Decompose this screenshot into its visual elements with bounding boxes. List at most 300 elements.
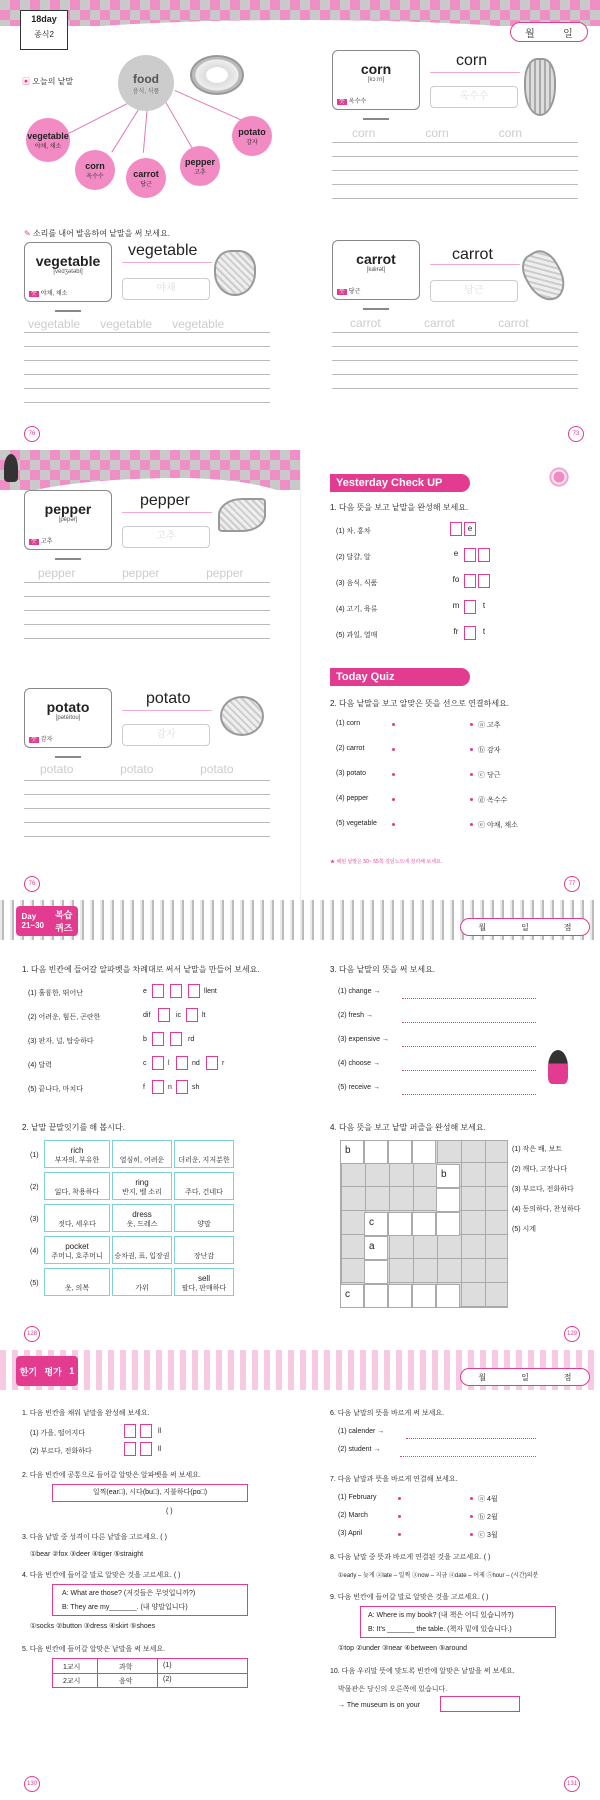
review-label	[55, 908, 72, 934]
day-field: 일	[521, 1372, 529, 1382]
meaning-tag: 뜻	[31, 291, 37, 297]
match-dot[interactable]	[398, 1497, 401, 1500]
table-cell[interactable]: (2)	[163, 1676, 172, 1683]
badge-number: 1	[69, 1366, 75, 1376]
letter-box[interactable]: e	[464, 522, 476, 536]
letter-box[interactable]	[176, 1080, 188, 1094]
letter-box[interactable]	[170, 984, 182, 998]
letter-box[interactable]	[478, 548, 490, 562]
chain-cell[interactable]	[44, 1268, 110, 1296]
match-dot[interactable]	[398, 1533, 401, 1536]
trace-word: carrot	[498, 316, 529, 330]
q4-options[interactable]: ①socks ②button ③dress ④skirt ⑤shoes	[30, 1623, 156, 1630]
cell-meaning: 주다, 건네다	[185, 1189, 223, 1196]
chain-cell[interactable]	[174, 1204, 234, 1232]
letter-box[interactable]	[464, 626, 476, 640]
bubble-meaning: 당근	[140, 181, 152, 188]
letter-box[interactable]	[152, 1032, 164, 1046]
q1-item: (5) 과일, 열매	[336, 632, 378, 639]
page-number: 128	[24, 1326, 40, 1342]
answer-paren[interactable]: ( )	[166, 1508, 173, 1515]
question-8: 8. 다음 낱말 중 뜻과 바르게 연결된 것을 고르세요. ( )	[330, 1554, 491, 1561]
q8-options[interactable]: ①early – 늦게 ②late – 일찍 ③now – 지금 ④date – 어제 ⑤hour – (시간)의분	[338, 1573, 539, 1579]
letter-box[interactable]	[478, 522, 490, 536]
bubble-meaning: 고추	[194, 169, 206, 176]
question-1: 1. 다음 빈칸을 채워 낱말을 완성해 보세요.	[22, 1410, 150, 1417]
crossword-cell[interactable]	[364, 1284, 388, 1308]
word-fragment: ll	[158, 1428, 162, 1435]
table-cell: 음악	[119, 1678, 133, 1685]
chain-cell[interactable]	[44, 1140, 110, 1168]
table-cell: 1교시	[63, 1664, 81, 1671]
letter-box[interactable]	[206, 1056, 218, 1070]
connector	[164, 100, 192, 148]
match-dot[interactable]	[392, 748, 395, 751]
center-word: food	[133, 71, 159, 86]
trace-word: corn	[425, 126, 449, 140]
q1-item: (1) 가을, 떨어지다	[30, 1430, 85, 1437]
big-word: potato	[146, 690, 191, 707]
bubble-word: pepper	[184, 156, 215, 167]
test-badge	[16, 1356, 78, 1386]
page-fold	[300, 450, 301, 900]
hint-box: 일찍(ear□), 시다(bu□), 지불하다(po□)	[52, 1484, 248, 1502]
cell-word: pocket	[65, 1242, 89, 1251]
word-card-corn	[332, 50, 420, 110]
question-10: 10. 다음 우리말 뜻에 맞도록 빈칸에 알맞은 낱말을 써 보세요.	[330, 1668, 515, 1675]
crossword-cell[interactable]	[388, 1212, 412, 1236]
match-dot[interactable]	[470, 1533, 473, 1536]
writing-line	[24, 582, 270, 583]
today-quiz-banner: Today Quiz	[330, 668, 470, 686]
letter-box[interactable]	[188, 984, 200, 998]
match-right: ⓒ 당근	[478, 772, 501, 779]
match-dot[interactable]	[470, 748, 473, 751]
card-phonetic: [kɔːrn]	[367, 77, 385, 83]
writing-line	[24, 624, 270, 625]
letter-box[interactable]	[140, 1442, 152, 1456]
match-dot[interactable]	[392, 823, 395, 826]
question-4: 4. 다음 뜻을 보고 낱말 퍼즐을 완성해 보세요.	[330, 1123, 486, 1132]
crossword-letter: b	[441, 1169, 447, 1180]
trace-word: pepper	[122, 566, 160, 580]
word-fragment: dif	[143, 1012, 151, 1019]
letter-box[interactable]	[140, 1424, 152, 1438]
word-fragment: r	[222, 1060, 225, 1067]
trace-row	[38, 566, 244, 580]
day-word: Day	[21, 912, 37, 921]
cell-meaning: 주머니, 호주머니	[51, 1253, 103, 1260]
page-number: 77	[564, 876, 580, 892]
meaning-tag: 뜻	[339, 289, 345, 295]
letter-box[interactable]	[152, 1080, 164, 1094]
month-label: 월	[478, 922, 487, 932]
letter-box[interactable]	[152, 984, 164, 998]
today-words-text: 오늘의 낱말	[32, 77, 74, 86]
cell-word: rich	[70, 1146, 84, 1155]
pepper-image	[218, 498, 266, 532]
word-fragment: l	[168, 1060, 170, 1067]
trace-word: carrot	[424, 316, 455, 330]
q1-item: (1) 훌륭한, 뛰어난	[28, 990, 83, 997]
table-divider	[157, 1659, 158, 1687]
connector	[175, 90, 243, 121]
cell-meaning: 가위	[135, 1285, 149, 1292]
match-dot[interactable]	[470, 823, 473, 826]
bubble-word: carrot	[133, 168, 159, 179]
cell-word: sell	[197, 1274, 210, 1283]
letter-box[interactable]	[478, 574, 490, 588]
letter-box[interactable]: e	[450, 548, 462, 562]
writing-line	[24, 794, 270, 795]
dialog-line-a: A: Where is my book? (내 책은 어디 있습니까?)	[368, 1612, 514, 1619]
q1-item: (3) 판자, 널, 탑승하다	[28, 1038, 94, 1045]
crossword-cell[interactable]	[436, 1212, 460, 1236]
day-field: 일	[563, 28, 573, 40]
answer-line[interactable]	[402, 998, 536, 999]
crossword-cell[interactable]	[340, 1284, 364, 1308]
q3-item: (2) fresh →	[338, 1012, 374, 1019]
day-field: 일	[521, 922, 529, 932]
month-label: 월	[478, 1372, 487, 1382]
question-2: 2. 낱말 끝말잇기를 해 봅시다.	[22, 1123, 125, 1132]
letter-box[interactable]	[186, 1008, 198, 1022]
letter-box[interactable]	[158, 1008, 170, 1022]
answer-line[interactable]	[402, 1094, 536, 1095]
cell-meaning: 팔다, 판매하다	[181, 1285, 227, 1292]
footnote: ★ 해된 낱말은 50~ 55쪽 깊임노트에 정리해 보세요.	[330, 859, 443, 865]
card-word: potato	[46, 699, 90, 715]
writing-line	[24, 332, 270, 333]
match-left: (3) April	[338, 1530, 363, 1537]
day-badge	[20, 10, 68, 50]
match-dot[interactable]	[398, 1515, 401, 1518]
crossword-cell[interactable]	[436, 1188, 460, 1212]
trace-word: potato	[200, 762, 234, 776]
match-dot[interactable]	[392, 773, 395, 776]
trace-word: corn	[498, 126, 523, 140]
page-number: 129	[564, 1326, 580, 1342]
match-dot[interactable]	[392, 798, 395, 801]
writing-line	[332, 170, 578, 171]
crossword-letter: b	[345, 1145, 351, 1156]
day-sub: 종식2	[34, 30, 54, 39]
crossword-cell[interactable]	[364, 1260, 388, 1284]
letter-box[interactable]	[464, 600, 476, 614]
chain-cell[interactable]	[112, 1140, 172, 1168]
meaning-tag: 뜻	[31, 539, 37, 545]
big-word: carrot	[452, 246, 493, 263]
dialog-line-b: B: They are my_______. (내 양말입니다)	[62, 1604, 188, 1611]
card-stand	[363, 110, 389, 120]
bubble-carrot	[126, 158, 166, 198]
crossword-cell[interactable]	[436, 1164, 460, 1188]
bubble-meaning: 야채, 채소	[34, 143, 62, 150]
word-fragment: rd	[188, 1036, 195, 1043]
trace-row	[28, 317, 224, 331]
word-fragment: sh	[192, 1084, 200, 1091]
center-meaning: 음식, 식품	[132, 88, 160, 95]
crossword-cell[interactable]	[388, 1140, 412, 1164]
date-score-box	[460, 1368, 590, 1386]
day-label: 18day	[31, 14, 57, 24]
pencil-icon: ✎	[24, 229, 33, 238]
letter-box[interactable]	[170, 1032, 182, 1046]
q1-item: (1) 차, 홍차	[336, 528, 371, 535]
q3-item: (4) choose →	[338, 1060, 381, 1067]
question-7: 7. 다음 낱말과 뜻을 바르게 연결해 보세요.	[330, 1476, 458, 1483]
dialog-line-a: A: What are those? (저것들은 무엇입니까?)	[62, 1590, 196, 1597]
korean-trace: 감자	[122, 724, 210, 746]
bubble-word: corn	[85, 160, 105, 171]
match-left: (4) pepper	[336, 795, 369, 802]
writing-line	[332, 374, 578, 375]
match-right: ⓑ 감자	[478, 747, 501, 754]
trace-word: potato	[120, 762, 154, 776]
q6-item: (2) student →	[338, 1446, 381, 1453]
trace-word: pepper	[38, 566, 76, 580]
big-word: vegetable	[128, 242, 198, 259]
answer-line[interactable]	[400, 1456, 536, 1457]
bubble-potato	[232, 116, 272, 156]
korean-trace: 옥수수	[430, 86, 518, 108]
card-meaning	[29, 734, 52, 743]
bubble-meaning: 옥수수	[86, 173, 104, 180]
match-right: ⓑ 2월	[478, 1514, 498, 1521]
letter-box[interactable]: fr	[450, 626, 462, 640]
q3-item: (5) receive →	[338, 1084, 381, 1091]
word-fragment: b	[143, 1036, 147, 1043]
card-meaning-text: 감자	[40, 737, 53, 743]
match-dot[interactable]	[470, 723, 473, 726]
writing-line	[24, 360, 270, 361]
trace-word: vegetable	[172, 317, 225, 331]
date-box	[510, 22, 588, 42]
writing-line	[24, 388, 270, 389]
writing-line	[24, 402, 270, 403]
word-fragment: lt	[202, 1012, 206, 1019]
page-spread-3	[0, 900, 600, 1350]
table-cell[interactable]: (1)	[163, 1662, 172, 1669]
writing-line	[332, 388, 578, 389]
word-fragment: c	[143, 1060, 147, 1067]
table-cell: 2교시	[63, 1678, 81, 1685]
trace-row	[350, 316, 529, 330]
question-1: 1. 다음 빈칸에 들어갈 알파벳을 차례대로 써서 낱말을 만들어 보세요.	[22, 965, 260, 974]
chain-cell[interactable]	[44, 1204, 110, 1232]
cell-meaning: 반지, 벨 소리	[122, 1189, 162, 1196]
question-5: 5. 다음 빈칸에 들어갈 알맞은 낱말을 써 보세요.	[22, 1646, 166, 1653]
letter-box[interactable]: m	[450, 600, 462, 614]
day-range	[22, 912, 44, 930]
match-right: ⓐ 4월	[478, 1496, 498, 1503]
bubble-pepper	[180, 146, 220, 186]
page-spread-4	[0, 1350, 600, 1800]
chain-row-number: (4)	[30, 1248, 39, 1255]
cell-meaning: 장난감	[193, 1253, 215, 1260]
crossword-cell[interactable]	[364, 1212, 388, 1236]
crossword-clue: (1) 작은 배, 보트	[512, 1146, 563, 1153]
table-cell: 과학	[119, 1664, 133, 1671]
crossword-cell[interactable]	[388, 1284, 412, 1308]
cell-meaning: 잃다, 착용하다	[54, 1189, 100, 1196]
range-text: 21~30	[21, 921, 44, 930]
meaning-tag: 뜻	[31, 737, 37, 743]
chain-cell[interactable]	[112, 1268, 172, 1296]
q3-options[interactable]: ①bear ②fox ③deer ④tiger ⑤straight	[30, 1551, 144, 1558]
question-2: 2. 다음 빈칸에 공통으로 들어갈 알맞은 알파벳을 써 보세요.	[22, 1472, 201, 1479]
question-9: 9. 다음 빈칸에 들어갈 말로 알맞은 것을 고르세요. ( )	[330, 1594, 489, 1601]
vegetable-image	[214, 250, 256, 296]
card-stand	[363, 300, 389, 310]
page-number: 76	[24, 876, 40, 892]
word-fragment: f	[143, 1084, 145, 1091]
q1-item: (2) 어려운, 힘든, 곤란한	[28, 1014, 101, 1021]
trace-row	[40, 762, 234, 776]
chain-cell[interactable]	[174, 1236, 234, 1264]
match-dot[interactable]	[470, 798, 473, 801]
match-dot[interactable]	[392, 723, 395, 726]
book-icon: ▣	[22, 77, 33, 86]
letter-box[interactable]	[464, 574, 476, 588]
letter-box[interactable]	[124, 1424, 136, 1438]
trace-word: potato	[40, 762, 74, 776]
korean-trace: 당근	[430, 280, 518, 302]
korean-trace: 야채	[122, 278, 210, 300]
badge-word-2: 평가	[44, 1366, 62, 1377]
writing-line	[24, 596, 270, 597]
crossword-cell[interactable]	[412, 1212, 436, 1236]
potato-image	[220, 696, 264, 736]
page-number: 76	[24, 426, 40, 442]
trace-word: pepper	[206, 566, 244, 580]
crossword-cell[interactable]	[412, 1284, 436, 1308]
chain-cell[interactable]	[112, 1204, 172, 1232]
writing-line	[24, 836, 270, 837]
writing-line	[24, 638, 270, 639]
crossword-cell[interactable]	[364, 1236, 388, 1260]
word-fragment: n	[168, 1084, 172, 1091]
letter-box[interactable]	[176, 1056, 188, 1070]
letter-box[interactable]: fo	[450, 574, 462, 588]
word-fragment: llent	[204, 988, 217, 995]
trace-row	[352, 126, 522, 140]
today-words-label	[22, 76, 73, 87]
crossword-cell[interactable]	[412, 1140, 436, 1164]
quiz-word: 퀴즈	[55, 923, 73, 933]
trace-word: corn	[352, 126, 376, 140]
page-number: 73	[568, 426, 584, 442]
character-figure	[548, 1050, 568, 1084]
q1-item: (2) 부르다, 전화하다	[30, 1448, 92, 1455]
q9-options[interactable]: ①top ②under ③near ④between ⑤around	[338, 1645, 468, 1652]
word-card-vegetable	[24, 242, 112, 302]
chain-cell[interactable]	[174, 1172, 234, 1200]
guide-line	[122, 262, 212, 263]
writing-line	[24, 822, 270, 823]
crossword-cell[interactable]	[436, 1284, 460, 1308]
chain-cell[interactable]	[174, 1140, 234, 1168]
card-word: corn	[360, 61, 392, 77]
writing-line	[332, 332, 578, 333]
card-meaning-text: 당근	[348, 289, 361, 295]
korean-trace: 고추	[122, 526, 210, 548]
card-phonetic: [pépər]	[58, 517, 78, 523]
answer-box[interactable]	[440, 1696, 520, 1712]
guide-line	[122, 710, 212, 711]
question-6: 6. 다음 낱말의 뜻을 바르게 써 보세요.	[330, 1410, 445, 1417]
crossword-clue: (3) 부르다, 전화하다	[512, 1186, 574, 1193]
cell-meaning: 부자의, 부유한	[54, 1157, 100, 1164]
crossword-letter: c	[345, 1289, 350, 1300]
schedule-table	[52, 1658, 248, 1688]
answer-line[interactable]	[402, 1046, 536, 1047]
match-dot[interactable]	[470, 773, 473, 776]
question-4: 4. 다음 빈칸에 들어갈 말로 알맞은 것을 고르세요. ( )	[22, 1572, 181, 1579]
chain-cell[interactable]	[112, 1236, 172, 1264]
chain-cell[interactable]	[44, 1236, 110, 1264]
word-card-carrot	[332, 240, 420, 300]
letter-box[interactable]	[450, 522, 462, 536]
letter-box[interactable]	[152, 1056, 164, 1070]
card-word: vegetable	[35, 253, 101, 269]
card-meaning	[29, 536, 52, 545]
word-card-potato	[24, 688, 112, 748]
writing-line	[332, 156, 578, 157]
english-sentence: → The museum is on your	[338, 1702, 420, 1709]
letter-box[interactable]: t	[478, 626, 490, 640]
question-2: 2. 다음 낱말을 보고 알맞은 뜻을 선으로 연결하세요.	[330, 699, 510, 708]
card-meaning	[337, 286, 360, 295]
table-divider	[97, 1659, 98, 1687]
carrot-image	[515, 244, 572, 307]
match-dot[interactable]	[470, 1515, 473, 1518]
card-word: carrot	[356, 251, 396, 267]
yesterday-check-banner: Yesterday Check UP	[330, 474, 470, 492]
match-dot[interactable]	[470, 1497, 473, 1500]
chain-cell[interactable]	[44, 1172, 110, 1200]
guide-line	[430, 72, 520, 73]
letter-box[interactable]	[124, 1442, 136, 1456]
chain-cell[interactable]	[174, 1268, 234, 1296]
answer-line[interactable]	[402, 1070, 536, 1071]
word-card-pepper	[24, 490, 112, 550]
bubble-corn	[75, 150, 115, 190]
card-phonetic: [pətéitou]	[55, 715, 81, 721]
cell-word: ring	[135, 1178, 149, 1187]
chain-cell[interactable]	[112, 1172, 172, 1200]
trace-word: vegetable	[100, 317, 153, 331]
crossword-cell[interactable]	[364, 1140, 388, 1164]
month-label: 월	[525, 28, 535, 40]
card-word: pepper	[44, 501, 92, 517]
question-1: 1. 다음 뜻을 보고 낱말을 완성해 보세요.	[330, 503, 469, 512]
score-label: 점	[563, 922, 572, 932]
cell-meaning: 옷, 드레스	[126, 1221, 158, 1228]
crossword-letter: c	[369, 1217, 374, 1228]
answer-line[interactable]	[406, 1438, 536, 1439]
card-phonetic: [kǽrət]	[366, 267, 386, 273]
instruction-text: 소리를 내어 발음하여 낱말을 써 보세요.	[32, 229, 170, 238]
match-right: ⓔ 야채, 채소	[478, 822, 518, 829]
writing-line	[24, 374, 270, 375]
writing-line	[24, 346, 270, 347]
answer-line[interactable]	[402, 1022, 536, 1023]
letter-box[interactable]	[464, 548, 476, 562]
letter-box[interactable]: t	[478, 600, 490, 614]
cell-meaning: 젓다, 세우다	[58, 1221, 96, 1228]
crossword-cell[interactable]	[340, 1140, 364, 1164]
